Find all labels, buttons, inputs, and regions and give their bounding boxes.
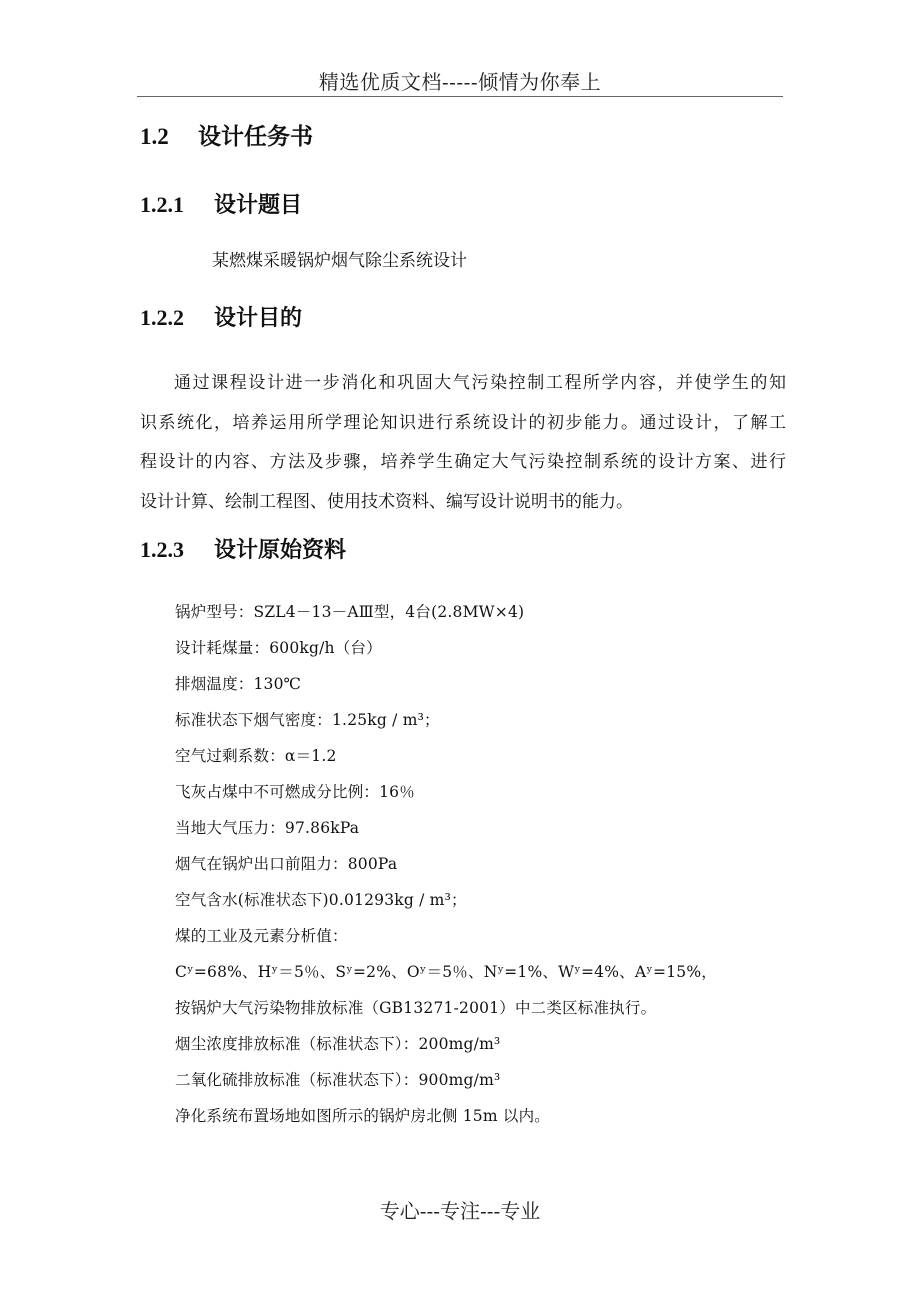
page-header: 精选优质文档-----倾情为你奉上 bbox=[318, 70, 602, 94]
section-1-2-3-heading bbox=[140, 535, 346, 566]
list-item: 排烟温度：130℃ bbox=[175, 675, 302, 693]
design-purpose-paragraph bbox=[140, 364, 786, 522]
list-item: 锅炉型号：SZL4－13－AⅢ型，4台(2.8MW×4) bbox=[175, 603, 525, 621]
list-item: 煤的工业及元素分析值： bbox=[175, 927, 348, 945]
section-1-2-heading bbox=[140, 122, 313, 152]
section-number: 1.2 bbox=[140, 124, 169, 149]
paragraph-line: 程设计的内容、方法及步骤，培养学生确定大气污染控制系统的设计方案、进行 bbox=[140, 452, 786, 472]
list-item: 空气过剩系数：α＝1.2 bbox=[175, 747, 337, 765]
section-title: 设计题目 bbox=[214, 193, 303, 218]
list-item: 烟尘浓度排放标准（标准状态下）：200mg/m³ bbox=[175, 1035, 501, 1053]
list-item: 烟气在锅炉出口前阻力：800Pa bbox=[175, 855, 398, 873]
paragraph-line: 识系统化，培养运用所学理论知识进行系统设计的初步能力。通过设计，了解工 bbox=[140, 412, 786, 433]
header-divider bbox=[137, 96, 783, 97]
design-data-list bbox=[175, 597, 717, 1137]
list-item: 净化系统布置场地如图所示的锅炉房北侧 15m 以内。 bbox=[175, 1107, 550, 1125]
section-number: 1.2.3 bbox=[140, 537, 184, 562]
design-topic: 某燃煤采暖锅炉烟气除尘系统设计 bbox=[212, 251, 467, 271]
list-item: 空气含水(标准状态下)0.01293kg / m³； bbox=[175, 891, 467, 909]
paragraph-line: 设计计算、绘制工程图、使用技术资料、编写设计说明书的能力。 bbox=[140, 491, 633, 512]
list-item: Cʸ=68%、Hʸ＝5％、Sʸ=2%、Oʸ＝5％、Nʸ=1%、Wʸ=4%、Aʸ=15%， bbox=[175, 963, 717, 981]
list-item: 按锅炉大气污染物排放标准（GB13271-2001）中二类区标准执行。 bbox=[175, 999, 657, 1017]
section-1-2-2-heading bbox=[140, 303, 302, 334]
paragraph-line: 通过课程设计进一步消化和巩固大气污染控制工程所学内容，并使学生的知 bbox=[174, 373, 786, 393]
section-title: 设计目的 bbox=[214, 306, 303, 331]
page-footer: 专心---专注---专业 bbox=[379, 1199, 541, 1223]
section-title: 设计任务书 bbox=[198, 124, 313, 150]
section-title: 设计原始资料 bbox=[214, 538, 347, 563]
section-number: 1.2.2 bbox=[140, 305, 184, 330]
list-item: 当地大气压力：97.86kPa bbox=[175, 819, 360, 837]
section-1-2-1-heading bbox=[140, 190, 302, 221]
list-item: 设计耗煤量：600kg/h（台） bbox=[175, 639, 382, 657]
list-item: 飞灰占煤中不可燃成分比例：16％ bbox=[175, 783, 415, 801]
section-number: 1.2.1 bbox=[140, 192, 184, 217]
list-item: 二氧化硫排放标准（标准状态下）：900mg/m³ bbox=[175, 1071, 501, 1089]
list-item: 标准状态下烟气密度：1.25kg / m³； bbox=[175, 711, 440, 729]
